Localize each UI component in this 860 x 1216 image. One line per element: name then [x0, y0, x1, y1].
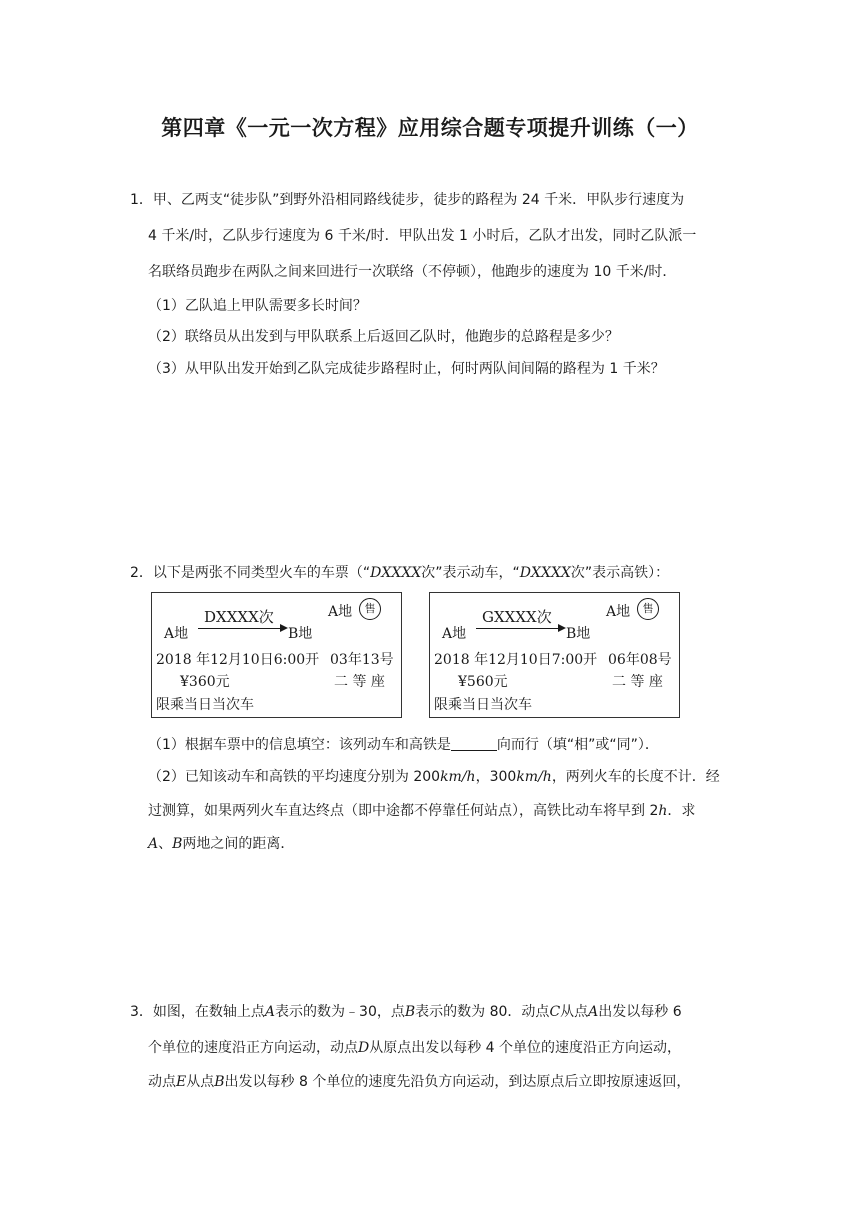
- q1-sub-3: （3）从甲队出发开始到乙队完成徒步路程时止，何时两队间间隔的路程为 1 千米？: [148, 361, 665, 377]
- q1-line-2: 4 千米/时，乙队步行速度为 6 千米/时．甲队出发 1 小时后，乙队才出发，同时乙队派一: [148, 228, 697, 244]
- q2-sub-2-line-2: 过测算，如果两列火车直达终点（即中途都不停靠任何站点），高铁比动车将早到 2h．求: [148, 803, 696, 819]
- q2-sub-2-line-3: A、B两地之间的距离．: [148, 836, 295, 852]
- ticket-price: ¥560元: [458, 674, 508, 690]
- ticket-dest-top: A地: [328, 604, 353, 620]
- ticket-dest-top: A地: [606, 604, 631, 620]
- q3-line-1: 3．如图，在数轴上点A表示的数为﹣30，点B表示的数为 80．动点C从点A出发以每秒 6: [130, 1004, 682, 1020]
- ticket-from: A地: [442, 626, 467, 642]
- q1-line-1: 1．甲、乙两支“徒步队”到野外沿相同路线徒步，徒步的路程为 24 千米．甲队步行速度为: [130, 192, 685, 208]
- ticket-to: B地: [288, 626, 313, 642]
- ticket-train-no: DXXXX次: [204, 608, 274, 626]
- ticket-datetime: 2018 年12月10日7:00开: [434, 652, 598, 668]
- sale-stamp-icon: 售: [359, 598, 381, 620]
- ticket-to: B地: [566, 626, 591, 642]
- ticket-train-no: GXXXX次: [482, 608, 552, 626]
- ticket-seat-no: 06年08号: [608, 652, 672, 668]
- arrow-right-icon: [476, 628, 564, 629]
- ticket-dongche: [151, 592, 402, 718]
- q1-sub-2: （2）联络员从出发到与甲队联系上后返回乙队时，他跑步的总路程是多少？: [148, 329, 619, 345]
- q2-sub-1: （1）根据车票中的信息填空：该列动车和高铁是 向而行（填“相”或“同”）．: [148, 737, 659, 753]
- sale-stamp-icon: 售: [637, 598, 659, 620]
- q2-sub-2-line-1: （2）已知该动车和高铁的平均速度分别为 200km/h，300km/h，两列火车的长度不计．经: [148, 769, 720, 785]
- ticket-note: 限乘当日当次车: [156, 697, 254, 713]
- arrow-right-icon: [198, 628, 286, 629]
- ticket-gaotie: [429, 592, 680, 718]
- q1-sub-1: （1）乙队追上甲队需要多长时间？: [148, 298, 367, 314]
- ticket-price: ¥360元: [180, 674, 230, 690]
- q2-line-1: 2．以下是两张不同类型火车的车票（“DXXXX次”表示动车，“DXXXX次”表示高铁）：: [130, 565, 670, 581]
- page-title: 第四章《一元一次方程》应用综合题专项提升训练（一）: [161, 116, 699, 140]
- ticket-from: A地: [164, 626, 189, 642]
- ticket-seat-no: 03年13号: [330, 652, 394, 668]
- answer-blank[interactable]: [451, 736, 497, 751]
- ticket-seat-class: 二 等 座: [334, 674, 385, 690]
- ticket-seat-class: 二 等 座: [612, 674, 663, 690]
- q3-line-3: 动点E从点B出发以每秒 8 个单位的速度先沿负方向运动，到达原点后立即按原速返回，: [148, 1074, 691, 1090]
- ticket-note: 限乘当日当次车: [434, 697, 532, 713]
- ticket-datetime: 2018 年12月10日6:00开: [156, 652, 320, 668]
- q1-line-3: 名联络员跑步在两队之间来回进行一次联络（不停顿），他跑步的速度为 10 千米/时．: [148, 264, 677, 280]
- q3-line-2: 个单位的速度沿正方向运动，动点D从原点出发以每秒 4 个单位的速度沿正方向运动，: [148, 1040, 682, 1056]
